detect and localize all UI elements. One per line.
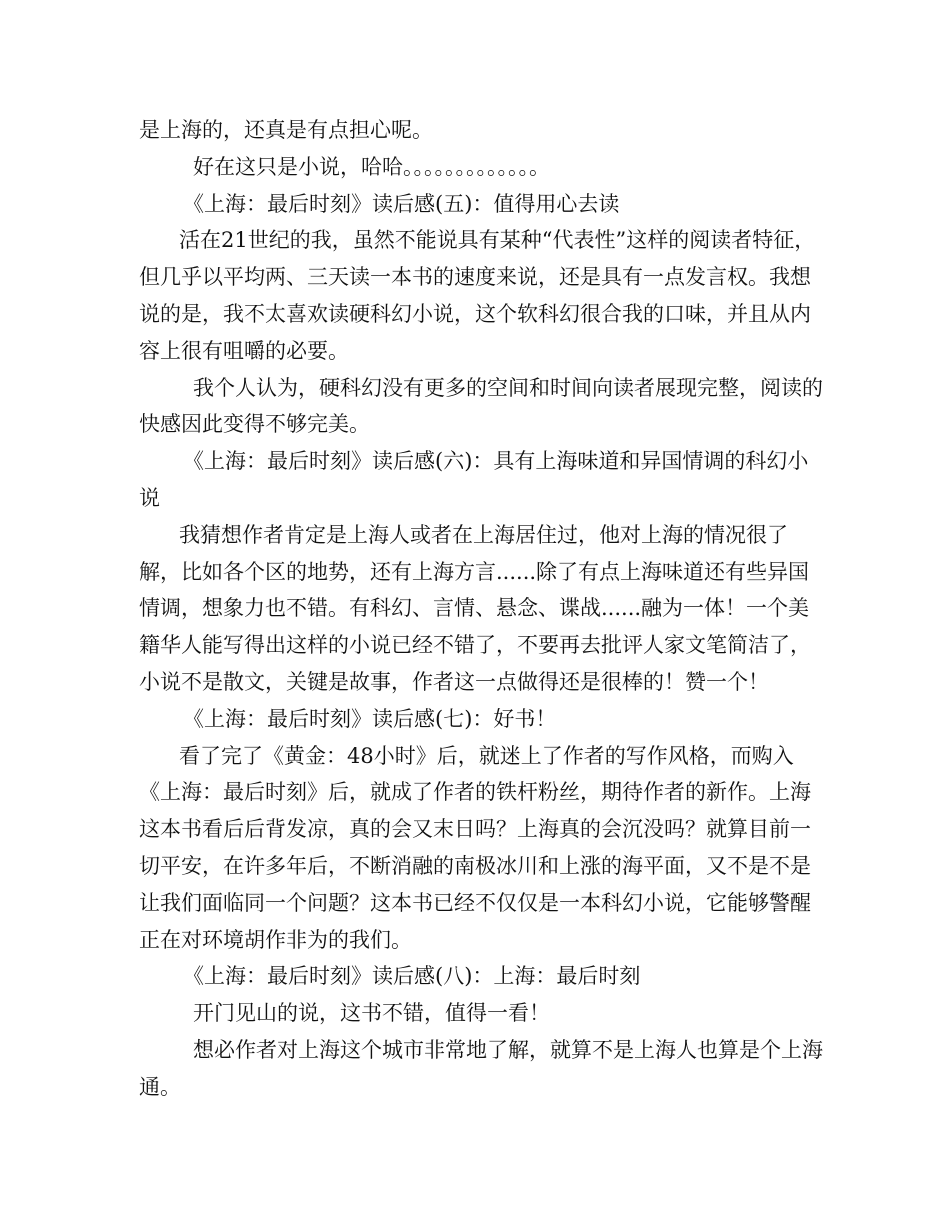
section-heading-7: 《上海：最后时刻》读后感(七)：好书！ <box>183 706 557 731</box>
section-heading-5: 《上海：最后时刻》读后感(五)：值得用心去读 <box>183 191 620 216</box>
paragraph-1: 是上海的，还真是有点担心呢。 <box>139 118 433 142</box>
section-heading-8: 《上海：最后时刻》读后感(八)：上海：最后时刻 <box>183 964 641 989</box>
paragraph-11: 开门见山的说，这书不错，值得一看！ <box>193 1001 550 1026</box>
paragraph-4: 活在21世纪的我，虽然不能说具有某种“代表性”这样的阅读者特征，但几乎以平均两、三天读一本书的速度来说，还是具有一点发言权。我想说的是，我不太喜欢读硬科幻小说，这个软科幻很合我的口味，并且从内容上很有咀嚼的必要。 <box>139 228 816 363</box>
paragraph-7: 我猜想作者肯定是上海人或者在上海居住过，他对上海的情况很了解，比如各个区的地势，还有上海方言......除了有点上海味道还有些异国情调，想象力也不错。有科幻、言情、悬念、谍战......融为一体！一个美籍华人能写得出这样的小说已经不错了，不要再去批评人家文笔简洁了，小说不是散文，关键是故事，作者这一点做得还是很棒的！赞一个！ <box>139 522 811 694</box>
paragraph-5: 我个人认为，硬科幻没有更多的空间和时间向读者展现完整，阅读的快感因此变得不够完美。 <box>139 375 823 437</box>
paragraph-9: 看了完了《黄金：48小时》后，就迷上了作者的写作风格，而购入《上海：最后时刻》后，就成了作者的铁杆粉丝，期待作者的新作。上海这本书看后后背发凉，真的会又末日吗？上海真的会沉没吗？就算目前一切平安，在许多年后，不断消融的南极冰川和上涨的海平面，又不是不是让我们面临同一个问题？这本书已经不仅仅是一本科幻小说，它能够警醒正在对环境胡作非为的我们。 <box>139 743 811 952</box>
document-body <box>139 112 829 1106</box>
paragraph-12: 想必作者对上海这个城市非常地了解，就算不是上海人也算是个上海通。 <box>139 1037 823 1099</box>
section-heading-6: 《上海：最后时刻》读后感(六)：具有上海味道和异国情调的科幻小说 <box>139 449 809 510</box>
paragraph-2: 好在这只是小说，哈哈。。。。。。。。。。。。。 <box>193 154 550 179</box>
